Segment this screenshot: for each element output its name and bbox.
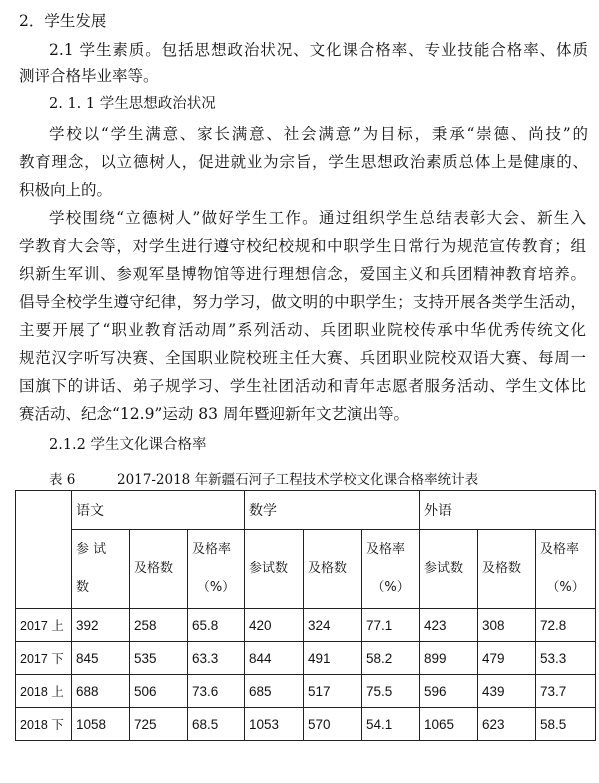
table-title: 2017-2018 年新疆石河子工程技术学校文化课合格率统计表 [117,472,479,488]
paragraph-2-line: 学教育大会等，对学生进行遵守校纪校规和中职学生日常行为规范宣传教育；组 [19,237,586,255]
value-cell: 72.8 [536,609,596,642]
group-header-math: 数学 [245,491,420,530]
column-header: 及格率 （%） [188,530,245,609]
section-heading: 2．学生发展 [19,12,107,30]
value-cell: 844 [245,642,304,675]
value-cell: 73.6 [188,675,245,708]
value-cell: 423 [420,609,478,642]
table-row [16,609,596,642]
value-cell: 258 [130,609,188,642]
value-cell: 623 [478,708,536,741]
column-header: 及格数 [478,530,536,609]
paragraph-2-line: 倡导全校学生遵守纪律，努力学习，做文明的中职学生；支持开展各类学生活动， [19,293,586,311]
value-cell: 1058 [72,708,130,741]
paragraph-2-line: 国旗下的讲话、弟子规学习、学生社团活动和青年志愿者服务活动、学生文体比 [19,377,586,395]
value-cell: 688 [72,675,130,708]
table-row [16,675,596,708]
paragraph-1-line: 教育理念，以立德树人，促进就业为宗旨，学生思想政治素质总体上是健康的、 [19,153,588,171]
value-cell: 535 [130,642,188,675]
value-cell: 420 [245,609,304,642]
table-label: 表 6 [49,472,76,488]
value-cell: 845 [72,642,130,675]
paragraph-1-line: 学校以“学生满意、家长满意、社会满意”为目标，秉承“崇德、尚技”的 [49,125,588,143]
value-cell: 54.1 [362,708,420,741]
subsection-2-1-1-heading: 2. 1. 1 学生思想政治状况 [49,96,216,112]
value-cell: 1053 [245,708,304,741]
value-cell: 308 [478,609,536,642]
value-cell: 65.8 [188,609,245,642]
value-cell: 517 [304,675,362,708]
value-cell: 491 [304,642,362,675]
term-cell: 2018 下 [16,708,72,741]
value-cell: 53.3 [536,642,596,675]
column-header: 及格率 （%） [362,530,420,609]
subsection-2-1-line-1: 2.1 学生素质。包括思想政治状况、文化课合格率、专业技能合格率、体质 [49,41,588,59]
value-cell: 324 [304,609,362,642]
term-cell: 2017 下 [16,642,72,675]
column-header: 参 试 数 [72,530,130,609]
column-header: 及格率 （%） [536,530,596,609]
value-cell: 58.2 [362,642,420,675]
value-cell: 506 [130,675,188,708]
value-cell: 77.1 [362,609,420,642]
term-cell: 2018 上 [16,675,72,708]
value-cell: 725 [130,708,188,741]
value-cell: 392 [72,609,130,642]
group-header-foreign-language: 外语 [420,491,596,530]
paragraph-2-line: 赛活动、纪念“12.9”运动 83 周年暨迎新年文艺演出等。 [19,405,409,423]
value-cell: 899 [420,642,478,675]
value-cell: 75.5 [362,675,420,708]
value-cell: 596 [420,675,478,708]
value-cell: 63.3 [188,642,245,675]
paragraph-2-line: 主要开展了“职业教育活动周”系列活动、兵团职业院校传承中华优秀传统文化 [19,321,586,339]
value-cell: 1065 [420,708,478,741]
value-cell: 685 [245,675,304,708]
column-header: 参试数 [420,530,478,609]
value-cell: 73.7 [536,675,596,708]
paragraph-2-line: 织新生军训、参观军垦博物馆等进行理想信念，爱国主义和兵团精神教育培养。 [19,265,586,283]
subsection-2-1-line-2: 测评合格毕业率等。 [19,67,159,85]
value-cell: 58.5 [536,708,596,741]
value-cell: 479 [478,642,536,675]
pass-rate-table [15,490,596,741]
group-header-chinese: 语文 [72,491,245,530]
table-row [16,642,596,675]
table-column-header-row [16,530,596,609]
column-header: 参试数 [245,530,304,609]
paragraph-2-line: 规范汉字听写决赛、全国职业院校班主任大赛、兵团职业院校双语大赛、每周一 [19,349,586,367]
value-cell: 68.5 [188,708,245,741]
table-corner-cell [16,491,72,609]
subsection-2-1-2-heading: 2.1.2 学生文化课合格率 [49,437,207,453]
value-cell: 439 [478,675,536,708]
column-header: 及格数 [130,530,188,609]
paragraph-2-line: 学校围绕“立德树人”做好学生工作。通过组织学生总结表彰大会、新生入 [49,209,586,227]
column-header: 及格数 [304,530,362,609]
value-cell: 570 [304,708,362,741]
term-cell: 2017 上 [16,609,72,642]
table-row [16,708,596,741]
paragraph-1-line: 积极向上的。 [19,181,113,199]
table-group-header-row [16,491,596,530]
